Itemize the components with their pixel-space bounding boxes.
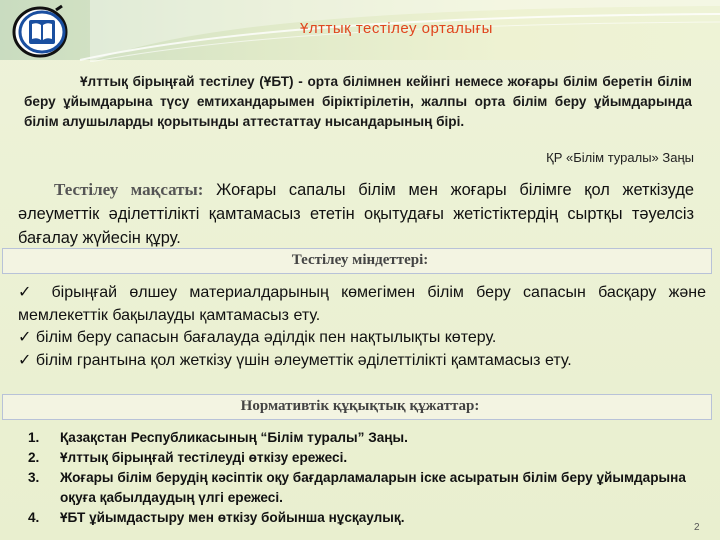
page-number: 2	[694, 522, 700, 533]
laws-title: Нормативтік құқықтық құжаттар:	[240, 398, 480, 414]
intro-paragraph: Ұлттық бірыңғай тестілеу (ҰБТ) - орта білімнен кейінгі немесе жоғары білім беретін білім беру ұйымдарына түсу емтихандарымен біріктірілетін, жалпы орта білім беру ұйымдарында білім алушыларды қорытынды аттестаттау нысандарының бірі.	[24, 74, 692, 129]
law-text: Жоғары білім берудің кәсіптік оқу бағдарламаларын іске асыратын білім беру ұйымдарына оқуға қабылдаудың үлгі ережесі.	[60, 470, 686, 505]
goal-text: Жоғары сапалы білім мен жоғары білімге қол жеткізуде әлеуметтік әділеттілікті қамтамасыз ететін оқытудағы жетістіктердің сыртқы тәуелсіз бағалау жүйесін құру.	[18, 181, 694, 247]
goal-label: Тестілеу мақсаты:	[54, 180, 204, 199]
list-number: 3.	[28, 470, 40, 485]
list-number: 1.	[28, 430, 40, 445]
laws-list	[28, 428, 698, 528]
law-text: Ұлттық бірыңғай тестілеуді өткізу ережесі.	[60, 450, 348, 465]
open-book-icon	[10, 4, 74, 60]
header-title: Ұлттық тестілеу орталығы	[300, 20, 493, 37]
list-item	[28, 448, 698, 468]
law-text: ҰБТ ұйымдастыру мен өткізу бойынша нұсқаулық.	[60, 510, 405, 525]
list-item	[28, 508, 698, 528]
tasks-list	[18, 282, 706, 372]
list-item: ✓ білім грантына қол жеткізу үшін әлеуметтік әділеттілікті қамтамасыз ету.	[18, 351, 572, 369]
list-item: ✓ білім беру сапасын бағалауда әділдік пен нақтылықты көтеру.	[18, 329, 497, 346]
list-item: ✓ бірыңғай өлшеу материалдарының көмегімен білім беру сапасын басқару және мемлекеттік бақылауды қамтамасыз ету.	[18, 284, 706, 324]
list-item	[28, 428, 698, 448]
tasks-title: Тестілеу міндеттері:	[291, 252, 429, 268]
list-number: 4.	[28, 510, 40, 525]
intro-source: ҚР «Білім туралы» Заңы	[546, 150, 694, 165]
goal-paragraph	[18, 178, 694, 250]
list-item	[28, 468, 698, 508]
law-text: Қазақстан Республикасының “Білім туралы” Заңы.	[60, 430, 408, 445]
list-number: 2.	[28, 450, 40, 465]
